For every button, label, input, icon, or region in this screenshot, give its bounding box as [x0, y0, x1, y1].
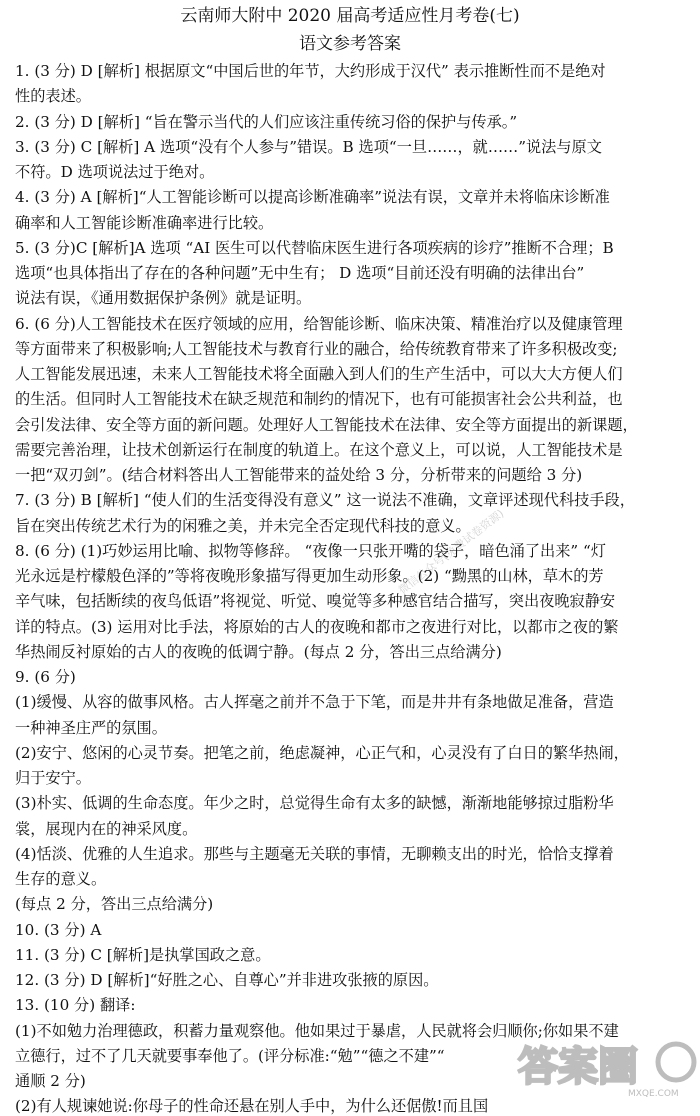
svg-text:MXQE.COM: MXQE.COM [628, 1089, 679, 1099]
answer-line: 选项“也具体指出了存在的各种问题”无中生有； D 选项“目前还没有明确的法律出台” [15, 264, 585, 282]
answer-line: 生存的意义。 [15, 870, 107, 888]
answer-line: 7. (3 分) B [解析] “使人们的生活变得没有意义” 这一说法不准确，文章评述现代科技手段， [15, 491, 635, 510]
page-subtitle: 语文参考答案 [299, 34, 401, 54]
answer-line: 3. (3 分) C [解析] A 选项“没有个人参与”错误。B 选项“一旦……，就……”说法与原文 [15, 137, 602, 156]
logo-text: 答案圈 [518, 1044, 638, 1090]
answer-line: 等方面带来了积极影响;人工智能技术与教育行业的融合，给传统教育带来了许多积极改变; [15, 339, 618, 358]
answer-line: 5. (3 分)C [解析]A 选项 “AI 医生可以代替临床医生进行各项疾病的诊疗”推断不合理；B [15, 238, 614, 257]
answer-line: (3)朴实、低调的生命态度。年少之时，总觉得生命有太多的缺憾，渐渐地能够掠过脂粉华 [15, 794, 614, 813]
answer-line: 会引发法律、安全等方面的新问题。处理好人工智能技术在法律、安全等方面提出的新课题， [15, 415, 638, 434]
answer-line: 裳，展现内在的神采风度。 [15, 819, 198, 838]
logo-graphic [508, 1032, 698, 1100]
answer-line: (1)缓慢、从容的做事风格。古人挥毫之前并不急于下笔，而是井井有条地做足准备，营造 [15, 693, 614, 712]
answer-line: (4)恬淡、优雅的人生追求。那些与主题毫无关联的事情，无聊赖支出的时光，恰恰支撑着 [15, 844, 614, 863]
answer-line: (2)有人规谏她说:你母子的性命还悬在别人手中，为什么还倨傲!而且国 [15, 1097, 489, 1116]
answer-line: 10. (3 分) A [15, 920, 102, 939]
answer-line: (1)不如勉力治理德政，积蓄力量观察他。他如果过于暴虐，人民就将会归顺你;你如果不建 [15, 1021, 619, 1040]
answer-line: 一种神圣庄严的氛围。 [15, 718, 167, 737]
answer-line: 详的特点。(3) 运用对比手法，将原始的古人的夜晚和都市之夜进行对比，以都市之夜的繁 [15, 617, 619, 636]
answer-line: 13. (10 分) 翻译: [15, 996, 136, 1015]
answer-line: 11. (3 分) C [解析]是执掌国政之意。 [15, 945, 271, 964]
answer-line: 4. (3 分) A [解析]“人工智能诊断可以提高诊断准确率”说法有误，文章并未将临床诊断准 [15, 188, 610, 207]
answer-line: 说法有误，《通用数据保护条例》就是证明。 [15, 289, 312, 308]
answer-line: 的生活。但同时人工智能技术在缺乏规范和制约的情况下，也有可能损害社会公共利益，也 [15, 390, 623, 409]
answer-line: 2. (3 分) D [解析] “旨在警示当代的人们应该注重传统习俗的保护与传承。” [15, 112, 518, 131]
answer-circle-logo [508, 1032, 698, 1100]
answer-line: 不符。D 选项说法过于绝对。 [15, 163, 215, 181]
watermark-text: 微信公众号(免费试卷资源) [396, 506, 507, 597]
answer-line: 1. (3 分) D [解析] 根据原文“中国后世的年节，大约形成于汉代” 表示推断性而不是绝对 [15, 62, 606, 80]
answer-line: 华热闹反衬原始的古人的夜晚的低调宁静。(每点 2 分，答出三点给满分) [15, 642, 502, 661]
answer-line: 性的表述。 [15, 87, 91, 106]
answer-line: 光永远是柠檬般色泽的”等将夜晚形象描写得更加生动形象。(2) “黝黑的山林，草木的芳 [15, 567, 604, 585]
page-title: 云南师大附中 2020 届高考适应性月考卷(七) [180, 6, 520, 26]
answer-line: 确率和人工智能诊断准确率进行比较。 [15, 213, 274, 232]
answer-line: 人工智能发展迅速，未来人工智能技术将全面融入到人们的生产生活中，可以大大方便人们 [15, 365, 623, 383]
answer-line: 辛气味，包括断续的夜鸟低语”将视觉、听觉、嗅觉等多种感官结合描写，突出夜晚寂静安 [15, 592, 616, 611]
answer-line: 立德行，过不了几天就要事奉他了。(评分标准:“勉”“德之不建”“ [15, 1046, 445, 1065]
answer-line: (2)安宁、悠闲的心灵节奏。把笔之前，绝虑凝神，心正气和，心灵没有了白日的繁华热闹， [15, 743, 629, 762]
answer-line: 8. (6 分) (1)巧妙运用比喻、拟物等修辞。 “夜像一只张开嘴的袋子，暗色涌了出来” “灯 [15, 541, 606, 560]
answer-line: (每点 2 分，答出三点给满分) [15, 895, 214, 914]
answer-line: 9. (6 分) [15, 668, 76, 686]
answer-line: 通顺 2 分) [15, 1072, 86, 1090]
answer-line: 归于安宁。 [15, 769, 91, 787]
answer-line: 6. (6 分)人工智能技术在医疗领域的应用，给智能诊断、临床决策、精准治疗以及健康管理 [15, 314, 623, 333]
answer-line: 旨在突出传统艺术行为的闲雅之美，并未完全否定现代科技的意义。 [15, 516, 471, 535]
answer-line: 一把“双刃剑”。(结合材料答出人工智能带来的益处给 3 分，分析带来的问题给 3 分) [15, 466, 583, 484]
answer-line: 需要完善治理，让技术创新运行在制度的轨道上。在这个意义上，可以说，人工智能技术是 [15, 440, 623, 459]
answer-line: 12. (3 分) D [解析]“好胜之心、自尊心”并非进攻张掖的原因。 [15, 971, 439, 989]
